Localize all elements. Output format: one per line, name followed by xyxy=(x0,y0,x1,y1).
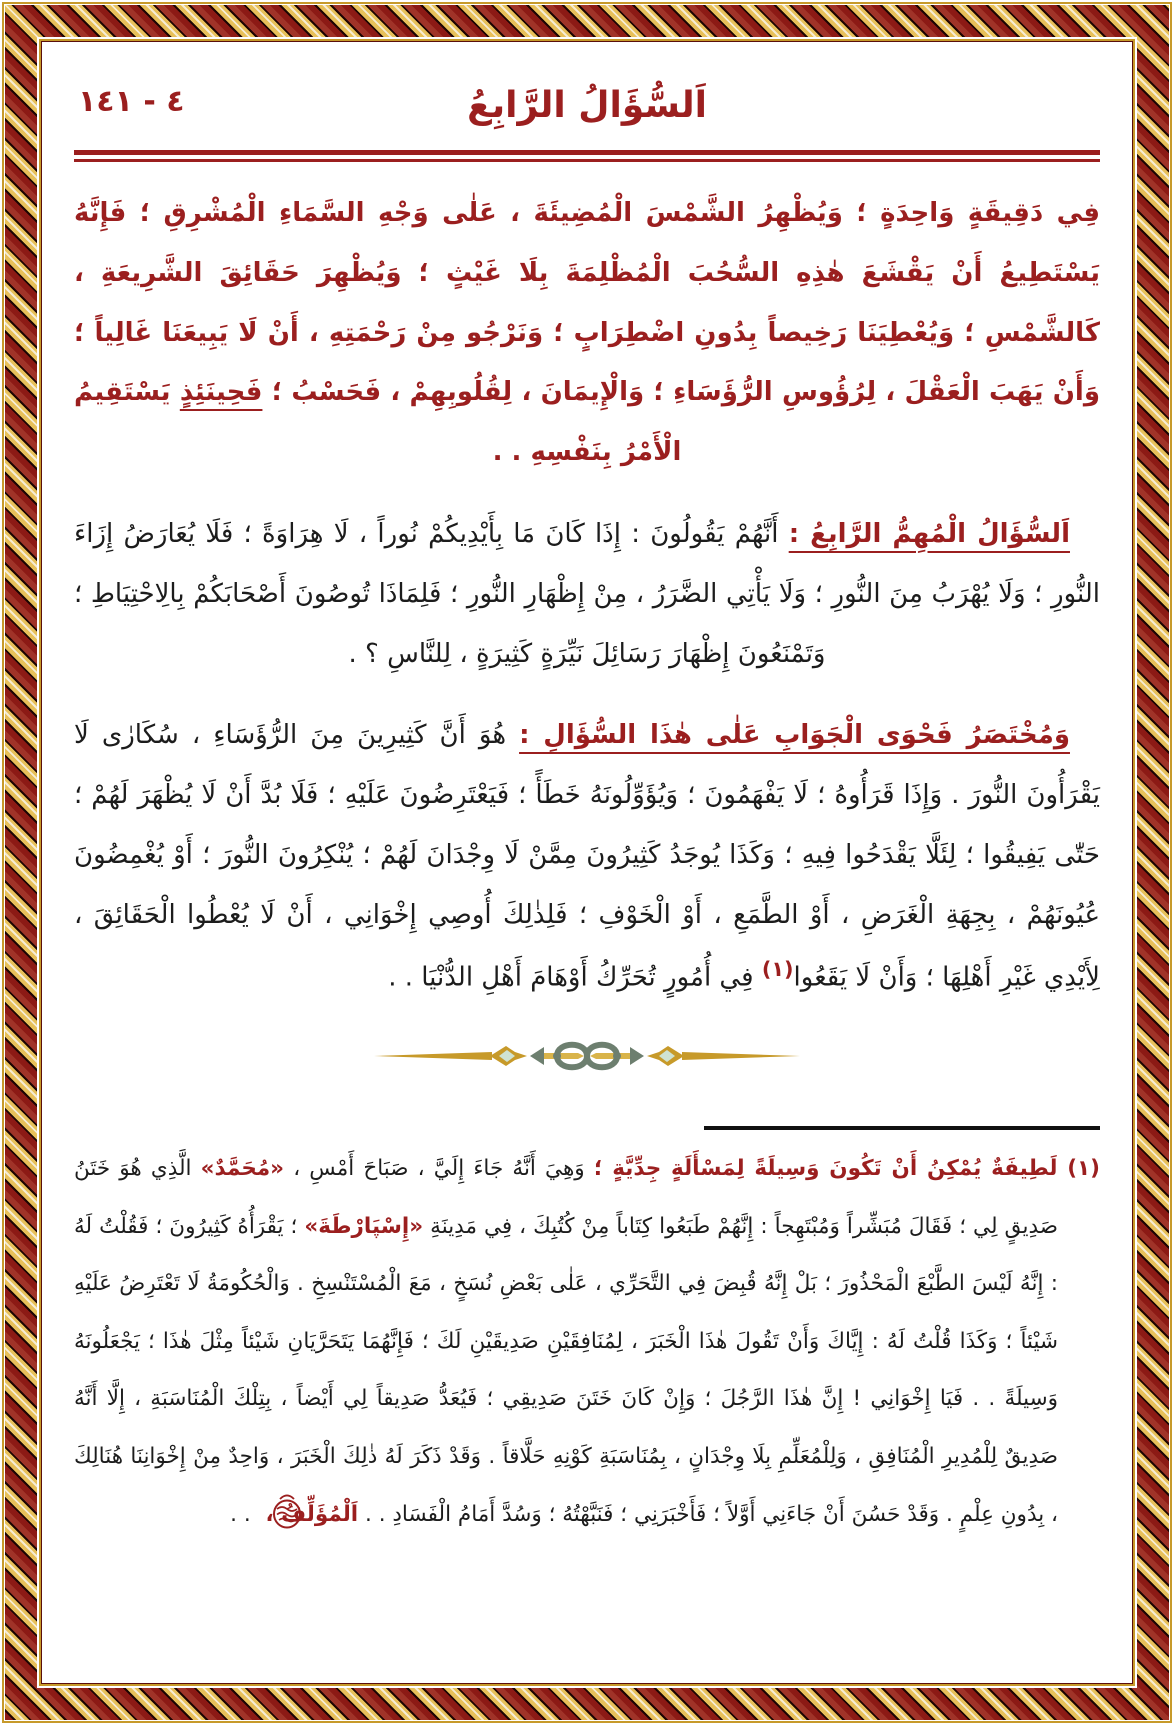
page-number: ١٤١ - ٤ xyxy=(78,84,185,119)
footnote-marker: (١) xyxy=(1067,1156,1100,1182)
para1-text: فِي دَقِيقَةٍ وَاحِدَةٍ ؛ وَيُظْهِرُ الشَّمْسَ الْمُضِيئَةَ ، عَلٰى وَجْهِ السَّمَاءِ الْمُشْرِقِ ؛ فَإِنَّهُ يَسْتَطِيعُ أَنْ يَقْشَعَ هٰذِهِ السُّحُبَ الْمُظْلِمَةَ بِلَا غَيْثٍ ؛ وَيُظْهِرَ حَقَائِقَ الشَّرِيعَةِ ، كَالشَّمْسِ ؛ وَيُعْطِيَنَا رَخِيصاً بِدُونِ اضْطِرَابٍ ؛ وَنَرْجُو مِنْ رَحْمَتِهِ ، أَنْ لَا يَبِيعَنَا غَالِياً ؛ وَأَنْ يَهَبَ الْعَقْلَ ، لِرُؤُوسِ الرُّؤَسَاءِ ؛ وَالْإِيمَانَ ، لِقُلُوبِهِمْ ، فَحَسْبُ ؛ xyxy=(74,198,1100,408)
paragraph-continuation xyxy=(74,184,1100,483)
footnote-reference-marker: (١) xyxy=(761,956,794,981)
question-heading: اَلسُّؤَالُ الْمُهِمُّ الرَّابِعُ : xyxy=(788,518,1070,549)
section-divider-icon xyxy=(372,1034,802,1078)
page-content xyxy=(74,52,1100,1677)
footnote-separator-line xyxy=(704,1126,1100,1130)
para1-underlined-word: فَحِينَئِذٍ xyxy=(179,377,263,408)
page-header xyxy=(74,70,1100,142)
header-double-rule xyxy=(74,150,1100,162)
footnote-seg1: وَهِيَ أَنَّهُ جَاءَ إِلَيَّ ، صَبَاحَ أَمْسِ ، xyxy=(284,1156,594,1182)
para1-tail: يَسْتَقِيمُ الْأَمْرُ بِنَفْسِهِ . . xyxy=(74,377,682,468)
footnote-name-isparta: «إِسْپَارْطَةَ» xyxy=(304,1213,424,1239)
answer-text-a: هُوَ أَنَّ كَثِيرِينَ مِنَ الرُّؤَسَاءِ ، سُكَارٰى لَا يَقْرَأُونَ النُّورَ . وَإِذَا قَرَأُوهُ ؛ لَا يَفْهَمُونَ ؛ وَيُؤَوِّلُونَهُ خَطَأً ؛ فَيَعْتَرِضُونَ عَلَيْهِ ؛ فَلَا بُدَّ أَنْ لَا يُظْهَرَ لَهُمْ ؛ حَتّٰى يَفِيقُوا ؛ لِئَلَّا يَقْدَحُوا فِيهِ ؛ وَكَذَا يُوجَدُ كَثِيرُونَ مِمَّنْ لَا وِجْدَانَ لَهُمْ ؛ يُنْكِرُونَ النُّورَ ؛ أَوْ يُغْمِضُونَ عُيُونَهُمْ ، بِجِهَةِ الْغَرَضِ ، أَوْ الطَّمَعِ ، أَوْ الْخَوْفِ ؛ فَلِذٰلِكَ أُوصِي إِخْوَانِي ، أَنْ لَا يُعْطُوا الْحَقَائِقَ ، لِأَيْدِي غَيْرِ أَهْلِهَا ؛ وَأَنْ لَا يَقَعُوا xyxy=(74,720,1100,993)
footnote-seg3: ؛ يَقْرَأُهُ كَثِيرُونَ ؛ فَقُلْتُ لَهُ : إِنَّهُ لَيْسَ الطَّبْعَ الْمَحْذُورَ ؛ بَلْ إِنَّهُ قُبِضَ فِي التَّحَرِّي ، عَلٰى بَعْضِ نُسَخٍ ، مَعَ الْمُسْتَنْسِخِ . وَالْحُكُومَةُ لَا تَعْتَرِضُ عَلَيْهِ شَيْئاً ؛ وَكَذَا قُلْتُ لَهُ : إِيَّاكَ وَأَنْ تَقُولَ هٰذَا الْخَبَرَ ، لِمُنَافِقَيْنِ صَدِيقَيْنِ لَكَ ؛ فَإِنَّهُمَا يَتَحَرَّيَانِ شَيْئاً مِثْلَ هٰذَا ؛ يَجْعَلُونَهُ وَسِيلَةً . . فَيَا إِخْوَانِي ! إِنَّ هٰذَا الرَّجُلَ ؛ وَإِنْ كَانَ خَتَنَ صَدِيقِي ؛ فَيُعَدُّ صَدِيقاً لِي أَيْضاً ، بِتِلْكَ الْمُنَاسَبَةِ ، إِلَّا أَنَّهُ صَدِيقٌ لِلْمُدِيرِ الْمُنَافِقِ ، وَلِلْمُعَلِّمِ بِلَا وِجْدَانٍ ، بِمُنَاسَبَةِ كَوْنِهِ حَلَّاقاً . وَقَدْ ذَكَرَ لَهُ ذٰلِكَ الْخَبَرَ ، وَاحِدٌ مِنْ إِخْوَانِنَا هُنَالِكَ ، بِدُونِ عِلْمٍ . وَقَدْ حَسُنَ أَنْ جَاءَنِي أَوَّلاً ؛ فَأَخْبَرَنِي ؛ فَنَبَّهْتُهُ ؛ وَسُدَّ أَمَامُ الْفَسَادِ . . xyxy=(74,1213,1058,1527)
paragraph-question xyxy=(74,505,1100,684)
footnote-name-muhammad: «مُحَمَّدٌ» xyxy=(200,1156,285,1182)
question-text: أَنَّهُمْ يَقُولُونَ : إِذَا كَانَ مَا بِأَيْدِيكُمْ نُوراً ، لَا هِرَاوَةً ؛ فَلَا يُعَارَضُ إِزَاءَ النُّورِ ؛ وَلَا يُهْرَبُ مِنَ النُّورِ ؛ وَلَا يَأْتِي الضَّرَرُ ، مِنْ إِظْهَارِ النُّورِ ؛ فَلِمَاذَا تُوصُونَ أَصْحَابَكُمْ بِالِاحْتِيَاطِ ؛ وَتَمْنَعُونَ إِظْهَارَ رَسَائِلَ نَيِّرَةٍ كَثِيرَةٍ ، لِلنَّاسِ ؟ . xyxy=(74,518,1100,669)
footnote-paragraph xyxy=(74,1140,1100,1553)
answer-heading: وَمُخْتَصَرُ فَحْوَى الْجَوَابِ عَلٰى هٰذَا السُّؤَالِ : xyxy=(519,720,1070,751)
footnote-author-label: اَلْمُؤَلِّفُ ، xyxy=(265,1501,359,1527)
footnote-tail: . . xyxy=(230,1501,258,1527)
paragraph-answer xyxy=(74,706,1100,1008)
page-title: اَلسُّؤَالُ الرَّابِعُ xyxy=(467,85,707,126)
footnote-seg2: الَّذِي هُوَ خَتَنُ صَدِيقٍ لِي ؛ فَقَالَ مُبَشِّراً وَمُبْتَهِجاً : إِنَّهُمْ طَبَعُوا كِتَاباً مِنْ كُتُبِكَ ، فِي مَدِينَةِ xyxy=(74,1156,1058,1239)
answer-text-b: فِي أُمُورٍ تُحَرِّكُ أَوْهَامَ أَهْلِ الدُّنْيَا . . xyxy=(388,962,762,993)
footnote-lead: لَطِيفَةٌ يُمْكِنُ أَنْ تَكُونَ وَسِيلَةً لِمَسْأَلَةٍ جِدِّيَّةٍ ؛ xyxy=(593,1156,1068,1182)
section-divider xyxy=(74,1034,1100,1082)
